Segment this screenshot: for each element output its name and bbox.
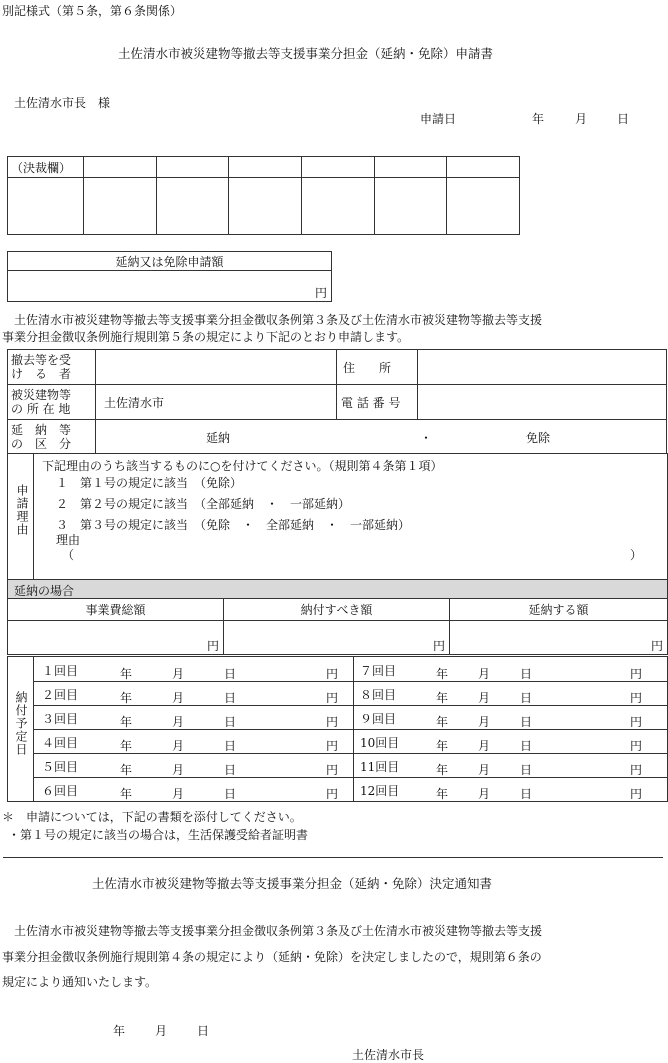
approval-cell: [301, 157, 374, 178]
schedule-units-left[interactable]: 年 月 日 円 年 月 日 円 年 月 日 円 年 月 日 円 年 月 日 円 年 月 日 円: [120, 667, 339, 801]
statement-line-2: 事業分担金徴収条例施行規則第５条の規定により下記のとおり申請します。: [2, 330, 410, 344]
notice-year: 年: [113, 1024, 126, 1038]
category-options[interactable]: [96, 420, 667, 454]
reason-sub-label: 理由: [56, 533, 81, 547]
category-label: 延 納 等 の 区 分: [8, 420, 96, 454]
option-exemption[interactable]: 免除: [526, 431, 551, 445]
deferral-header: 延納の場合: [7, 579, 668, 599]
approval-cell: [229, 157, 302, 178]
installment-7: ７回目: [360, 664, 397, 678]
payable-field[interactable]: 円: [224, 621, 450, 655]
amount-unit: 円: [314, 286, 327, 300]
reason-paren-close: ）: [630, 548, 643, 562]
option-separator: ・: [420, 431, 433, 445]
schedule-side-label: 納付予定日: [14, 691, 28, 756]
approval-cell: [8, 178, 84, 235]
installment-8: ８回目: [360, 688, 397, 702]
notice-body-2: 事業分担金徴収条例施行規則第４条の規定により（延納・免除）を決定しましたので，規則第６条の: [2, 950, 542, 964]
col-deferred: 延納する額: [450, 599, 668, 621]
applicant-label: 撤去等を受 け る 者: [8, 350, 96, 385]
applicant-table: [7, 349, 667, 454]
reason-instruction: 下記理由のうち該当するものに○を付けてください。（規則第４条第１項）: [42, 459, 443, 473]
installment-5: ５回目: [42, 760, 79, 774]
approval-cell: [84, 178, 157, 235]
schedule-units-right[interactable]: 年 月 日 円 年 月 日 円 年 月 日 円 年 月 日 円 年 月 日 円 年 月 日 円: [436, 667, 643, 801]
approval-box: [7, 156, 520, 235]
deferred-field[interactable]: 円: [450, 621, 668, 655]
approval-cell: [447, 157, 520, 178]
notice-day: 日: [197, 1024, 210, 1038]
deferral-amounts: [7, 598, 668, 655]
approval-cell: [374, 157, 447, 178]
approval-cell: [447, 178, 520, 235]
installment-6: ６回目: [42, 784, 79, 798]
notice-body-1: 土佐清水市被災建物等撤去等支援事業分担金徴収条例第３条及び土佐清水市被災建物等撤去等支援: [14, 924, 543, 938]
approval-cell: [229, 178, 302, 235]
approval-label: （決裁欄）: [8, 157, 84, 178]
approval-cell: [301, 178, 374, 235]
date-day: 日: [617, 112, 630, 126]
notice-title: 土佐清水市被災建物等撤去等支援事業分担金（延納・免除）決定通知書: [92, 876, 493, 891]
date-year: 年: [532, 112, 545, 126]
amount-label: 延納又は免除申請額: [8, 252, 332, 271]
notice-signer: 土佐清水市長: [352, 1048, 425, 1062]
col-total-cost: 事業費総額: [8, 599, 224, 621]
note-line-2: ・第１号の規定に該当の場合は，生活保護受給者証明書: [8, 828, 309, 842]
note-line-1: ＊ 申請については，下記の書類を添付してください。: [2, 810, 302, 824]
date-month: 月: [575, 112, 588, 126]
amount-box: [7, 251, 332, 302]
address-label: 住 所: [337, 350, 418, 385]
amount-field[interactable]: [8, 271, 332, 302]
approval-cell: [156, 178, 229, 235]
applicant-field[interactable]: [96, 350, 337, 385]
reason-side-label: 申請理由: [15, 484, 29, 536]
reason-item-1[interactable]: １ 第１号の規定に該当 （免除）: [56, 476, 243, 490]
reason-paren-open: （: [62, 548, 75, 562]
installment-1: １回目: [42, 664, 79, 678]
address-field[interactable]: [418, 350, 667, 385]
application-title: 土佐清水市被災建物等撤去等支援事業分担金（延納・免除）申請書: [118, 46, 494, 61]
installment-10: 10回目: [360, 736, 400, 750]
installment-11: 11回目: [360, 760, 400, 774]
notice-month: 月: [155, 1024, 168, 1038]
approval-cell: [374, 178, 447, 235]
phone-field[interactable]: [418, 385, 667, 420]
notice-body-3: 規定により通知いたします。: [2, 975, 158, 989]
installment-3: ３回目: [42, 712, 79, 726]
schedule-box: [7, 656, 668, 802]
addressee: 土佐清水市長 様: [14, 96, 111, 110]
installment-2: ２回目: [42, 688, 79, 702]
section-divider: [3, 857, 663, 858]
reason-box: [7, 453, 668, 580]
installment-12: 12回目: [360, 784, 400, 798]
reason-item-2[interactable]: ２ 第２号の規定に該当 （全部延納 ・ 一部延納）: [56, 497, 351, 511]
statement-line-1: 土佐清水市被災建物等撤去等支援事業分担金徴収条例第３条及び土佐清水市被災建物等撤去等支援: [14, 313, 543, 327]
date-label: 申請日: [420, 112, 457, 126]
reason-item-3[interactable]: ３ 第３号の規定に該当 （免除 ・ 全部延納 ・ 一部延納）: [56, 518, 411, 532]
installment-9: ９回目: [360, 712, 397, 726]
location-field[interactable]: 土佐清水市: [96, 385, 337, 420]
approval-cell: [84, 157, 157, 178]
location-label: 被災建物等 の 所 在 地: [8, 385, 96, 420]
total-cost-field[interactable]: 円: [8, 621, 224, 655]
col-payable: 納付すべき額: [224, 599, 450, 621]
approval-cell: [156, 157, 229, 178]
form-label: 別記様式（第５条，第６条関係）: [2, 4, 183, 18]
option-deferral[interactable]: 延納: [206, 431, 231, 445]
phone-label: 電 話 番 号: [337, 385, 418, 420]
installment-4: ４回目: [42, 736, 79, 750]
